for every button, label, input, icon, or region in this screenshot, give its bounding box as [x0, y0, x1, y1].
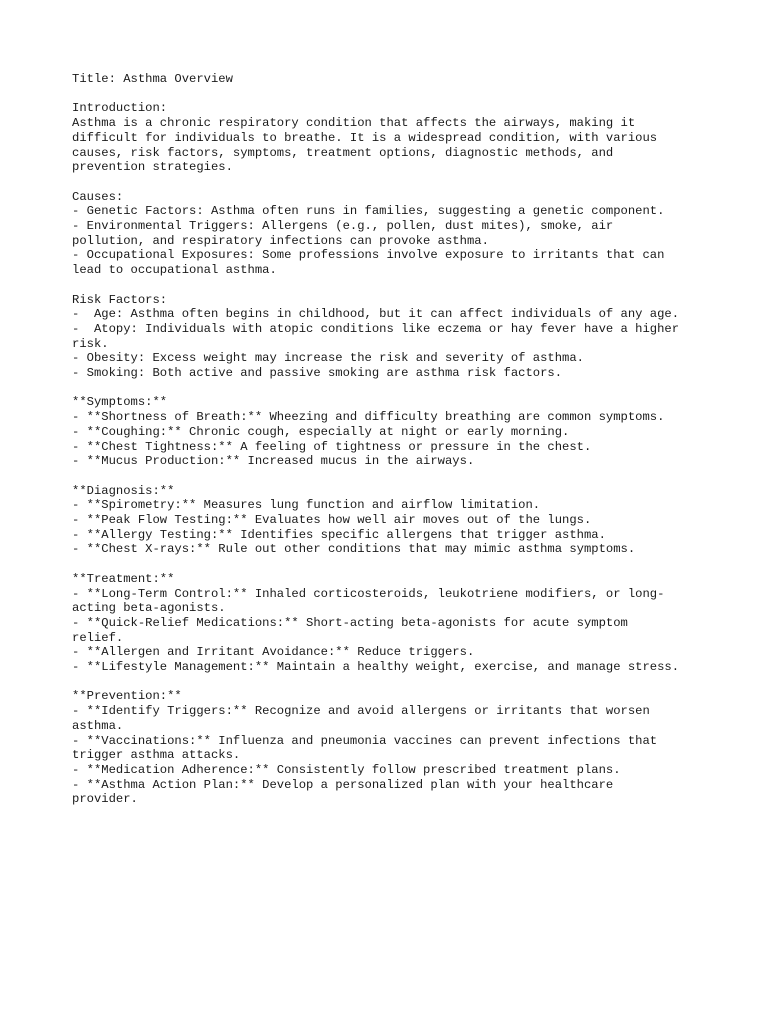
- doc-line: - **Mucus Production:** Increased mucus in the airways.: [72, 454, 475, 469]
- doc-line: difficult for individuals to breathe. It is a widespread condition, with various: [72, 130, 658, 145]
- doc-line: provider.: [72, 792, 138, 807]
- doc-line: [72, 675, 712, 690]
- doc-line: - **Allergen and Irritant Avoidance:** Reduce triggers.: [72, 645, 475, 660]
- doc-line: **Treatment:**: [72, 571, 175, 586]
- doc-line: causes, risk factors, symptoms, treatment options, diagnostic methods, and: [72, 145, 614, 160]
- doc-line: Title: Asthma Overview: [72, 72, 233, 86]
- doc-line: - Obesity: Excess weight may increase the risk and severity of asthma.: [72, 351, 584, 366]
- doc-line: [72, 87, 712, 102]
- doc-line: Asthma is a chronic respiratory condition that affects the airways, making it: [72, 116, 636, 131]
- doc-line: - **Chest X-rays:** Rule out other conditions that may mimic asthma symptoms.: [72, 542, 636, 557]
- doc-line: - **Coughing:** Chronic cough, especially at night or early morning.: [72, 424, 570, 439]
- doc-line: Introduction:: [72, 101, 168, 116]
- doc-line: [72, 278, 712, 293]
- doc-line: - Age: Asthma often begins in childhood, but it can affect individuals of any age.: [72, 307, 680, 322]
- doc-line: lead to occupational asthma.: [72, 263, 277, 278]
- doc-line: - **Identify Triggers:** Recognize and avoid allergens or irritants that worsen: [72, 704, 650, 719]
- doc-line: **Prevention:**: [72, 689, 182, 704]
- doc-line: - **Medication Adherence:** Consistently follow prescribed treatment plans.: [72, 762, 621, 777]
- doc-line: trigger asthma attacks.: [72, 748, 241, 763]
- doc-line: Causes:: [72, 189, 124, 204]
- doc-line: [72, 381, 712, 396]
- doc-line: - **Spirometry:** Measures lung function and airflow limitation.: [72, 498, 541, 513]
- doc-line: [72, 469, 712, 484]
- doc-line: - **Asthma Action Plan:** Develop a personalized plan with your healthcare: [72, 777, 614, 792]
- doc-line: - **Chest Tightness:** A feeling of tightness or pressure in the chest.: [72, 439, 592, 454]
- doc-line: - **Long-Term Control:** Inhaled corticosteroids, leukotriene modifiers, or long-: [72, 586, 665, 601]
- doc-line: - Atopy: Individuals with atopic conditions like eczema or hay fever have a higher: [72, 321, 680, 336]
- doc-line: - **Peak Flow Testing:** Evaluates how well air moves out of the lungs.: [72, 513, 592, 528]
- doc-line: - **Shortness of Breath:** Wheezing and difficulty breathing are common symptoms.: [72, 410, 665, 425]
- doc-line: acting beta-agonists.: [72, 601, 226, 616]
- doc-line: **Symptoms:**: [72, 395, 168, 410]
- doc-line: - **Lifestyle Management:** Maintain a healthy weight, exercise, and manage stress.: [72, 660, 680, 675]
- doc-line: risk.: [72, 336, 109, 351]
- doc-line: [72, 175, 712, 190]
- doc-line: [72, 557, 712, 572]
- doc-line: - Smoking: Both active and passive smoking are asthma risk factors.: [72, 366, 563, 381]
- doc-line: **Diagnosis:**: [72, 483, 175, 498]
- doc-line: - **Quick-Relief Medications:** Short-acting beta-agonists for acute symptom: [72, 615, 628, 630]
- doc-line: - Occupational Exposures: Some professions involve exposure to irritants that can: [72, 248, 665, 263]
- doc-line: prevention strategies.: [72, 160, 233, 175]
- doc-line: Risk Factors:: [72, 292, 168, 307]
- doc-line: - **Vaccinations:** Influenza and pneumonia vaccines can prevent infections that: [72, 733, 658, 748]
- document-page: [72, 72, 712, 807]
- doc-line: - Genetic Factors: Asthma often runs in families, suggesting a genetic component.: [72, 204, 665, 219]
- doc-line: relief.: [72, 630, 124, 645]
- doc-line: - **Allergy Testing:** Identifies specific allergens that trigger asthma.: [72, 527, 606, 542]
- doc-line: asthma.: [72, 718, 124, 733]
- doc-line: pollution, and respiratory infections can provoke asthma.: [72, 233, 489, 248]
- doc-line: - Environmental Triggers: Allergens (e.g., pollen, dust mites), smoke, air: [72, 219, 614, 233]
